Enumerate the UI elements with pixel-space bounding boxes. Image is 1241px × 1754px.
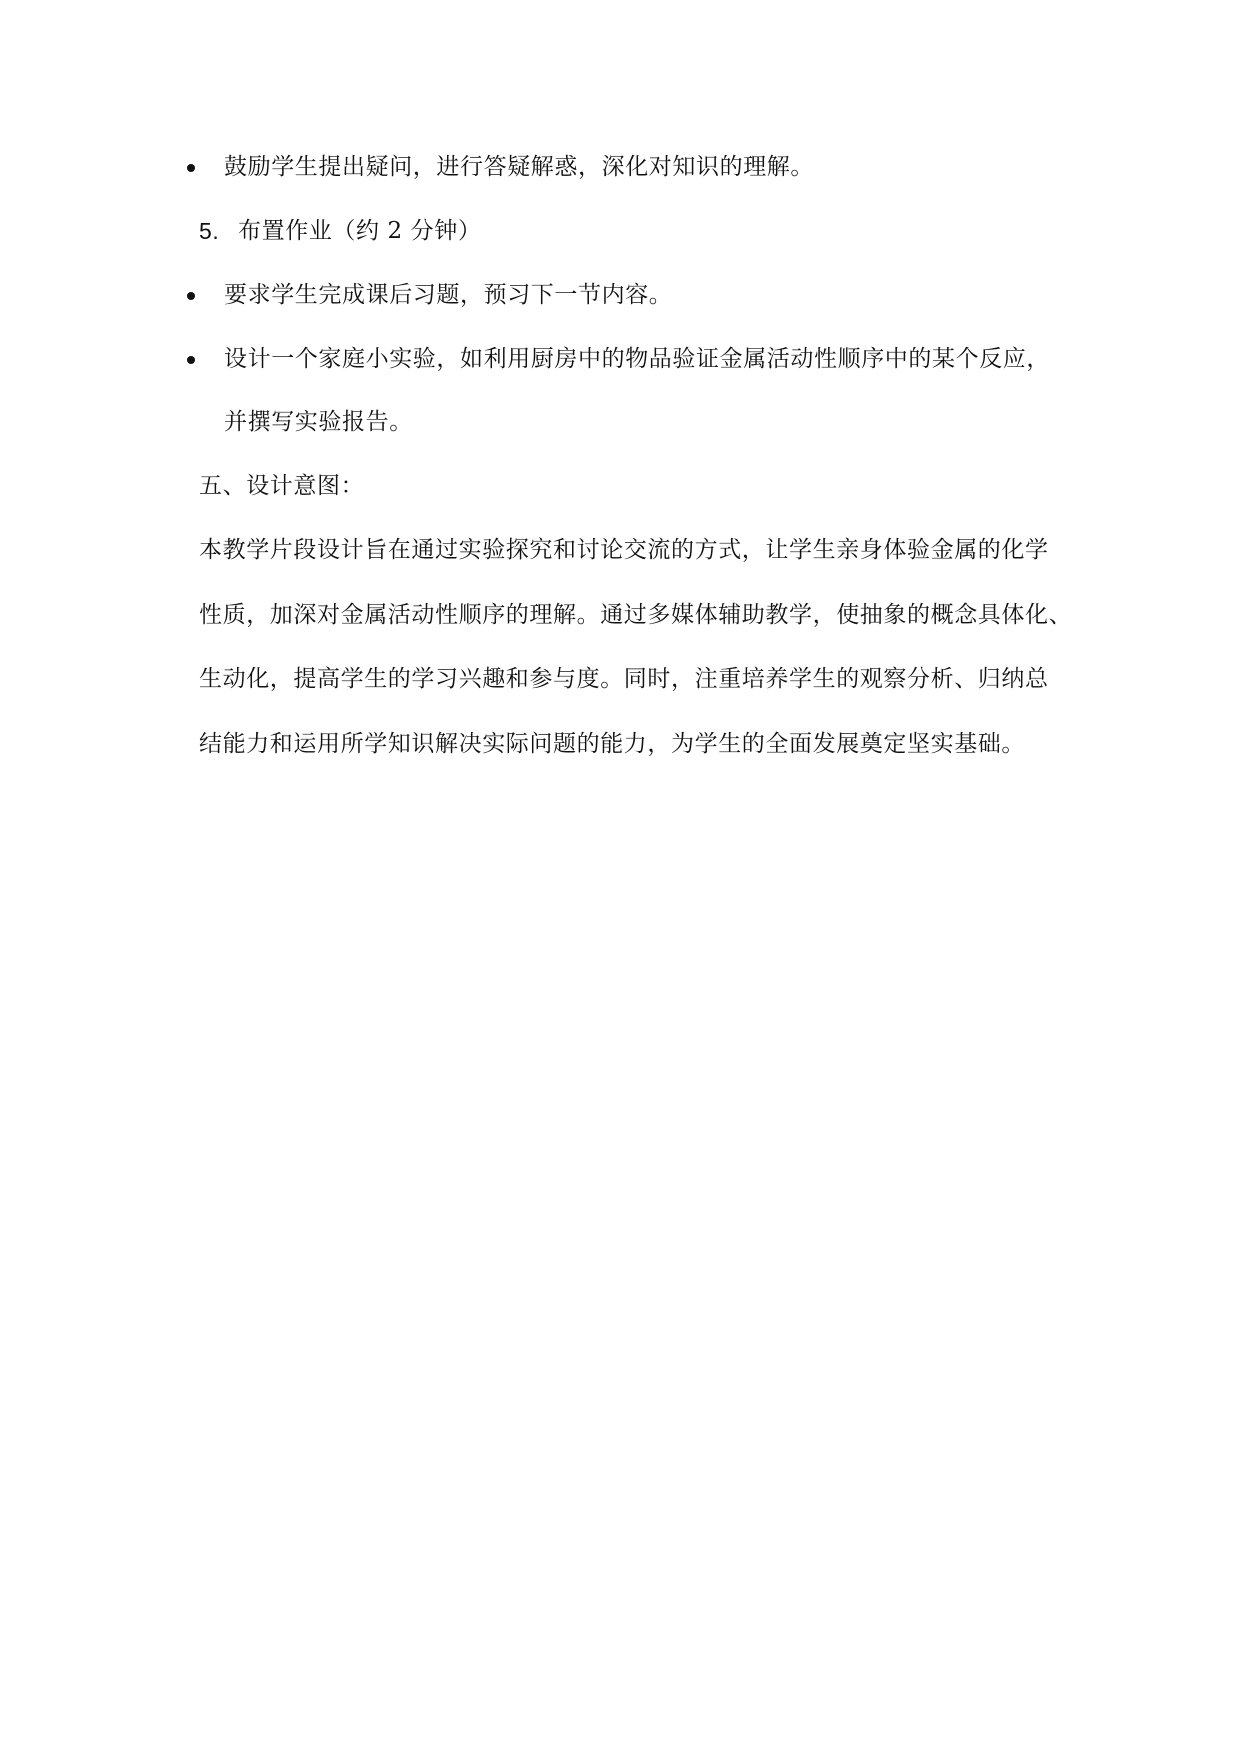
bullet-dot-icon (187, 292, 195, 300)
paragraph-line-2: 性质，加深对金属活动性顺序的理解。通过多媒体辅助教学，使抽象的概念具体化、 (199, 602, 1073, 628)
paragraph-line-1: 本教学片段设计旨在通过实验探究和讨论交流的方式，让学生亲身体验金属的化学 (199, 537, 1049, 563)
bullet-dot-icon (187, 356, 195, 364)
section-heading: 五、设计意图： (199, 473, 365, 499)
bullet-item-3-line-1: 设计一个家庭小实验，如利用厨房中的物品验证金属活动性顺序中的某个反应， (224, 346, 1050, 372)
bullet-item-1: 鼓励学生提出疑问，进行答疑解惑，深化对知识的理解。 (224, 154, 814, 180)
bullet-item-3-line-2: 并撰写实验报告。 (224, 409, 413, 435)
bullet-dot-icon (187, 164, 195, 172)
paragraph-line-3: 生动化，提高学生的学习兴趣和参与度。同时，注重培养学生的观察分析、归纳总 (199, 666, 1049, 692)
step-5-title: 布置作业（约 2 分钟） (238, 218, 482, 244)
step-number: 5. (199, 218, 220, 244)
bullet-item-2: 要求学生完成课后习题，预习下一节内容。 (224, 282, 673, 308)
paragraph-line-4: 结能力和运用所学知识解决实际问题的能力，为学生的全面发展奠定坚实基础。 (199, 731, 1025, 757)
